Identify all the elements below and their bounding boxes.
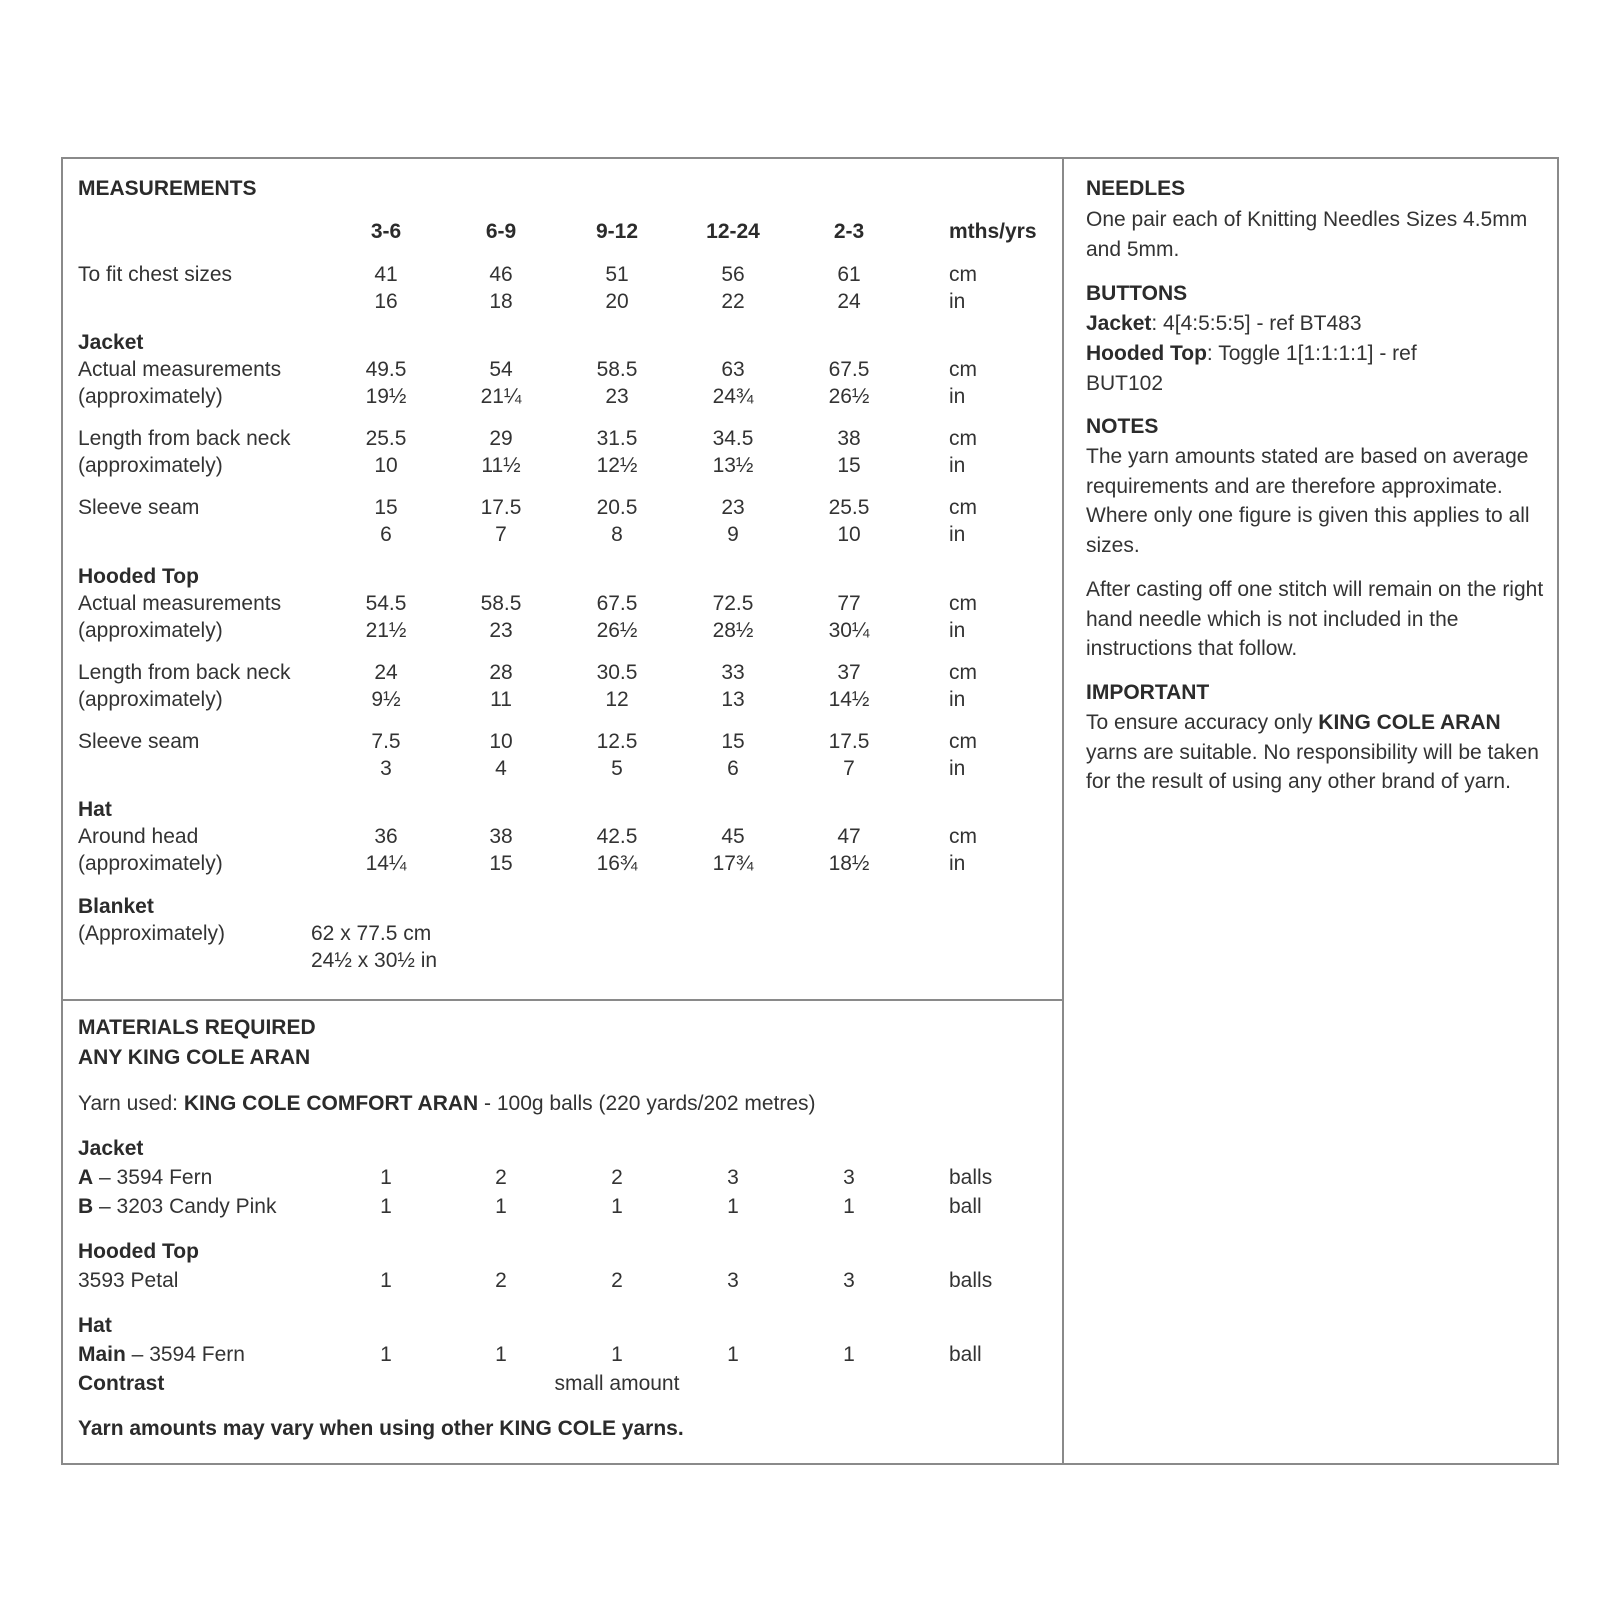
contrast-label: Contrast <box>78 1372 165 1395</box>
important-text <box>1086 708 1548 797</box>
text: Yarn used: <box>78 1092 184 1115</box>
measurement-label: Length from back neck <box>78 661 291 684</box>
unit-cm: cm <box>949 730 977 753</box>
value-cm: 58.5 <box>480 592 522 615</box>
measurement-label: (approximately) <box>78 454 223 477</box>
measurement-label: (approximately) <box>78 619 223 642</box>
value-in: 13 <box>721 688 745 711</box>
value-in: 4 <box>495 757 507 780</box>
size-header: 6-9 <box>485 220 517 243</box>
size-header: 9-12 <box>595 220 639 243</box>
ball-count: 1 <box>380 1195 392 1218</box>
value-in: 12 <box>605 688 629 711</box>
unit-cm: cm <box>949 592 977 615</box>
value-cm: 17.5 <box>828 730 870 753</box>
materials-heading: MATERIALS REQUIRED <box>78 1016 316 1039</box>
contrast-value: small amount <box>554 1372 680 1395</box>
value-cm: 28 <box>489 661 513 684</box>
value-cm: 67.5 <box>596 592 638 615</box>
value-cm: 24 <box>374 661 398 684</box>
materials-hat-heading: Hat <box>78 1314 112 1337</box>
value-cm: 36 <box>374 825 398 848</box>
value-cm: 46 <box>489 263 513 286</box>
value-cm: 41 <box>374 263 398 286</box>
value-in: 23 <box>489 619 513 642</box>
value-cm: 42.5 <box>596 825 638 848</box>
value-in: 21½ <box>365 619 407 642</box>
ball-unit: ball <box>949 1343 982 1366</box>
value-cm: 33 <box>721 661 745 684</box>
value-in: 18 <box>489 290 513 313</box>
value-cm: 23 <box>721 496 745 519</box>
ball-count: 1 <box>727 1195 739 1218</box>
hooded-heading: Hooded Top <box>78 565 199 588</box>
measurement-label: Sleeve seam <box>78 730 200 753</box>
needles-heading: NEEDLES <box>1086 177 1186 200</box>
value-in: 10 <box>837 523 861 546</box>
value-cm: 37 <box>837 661 861 684</box>
ball-count: 1 <box>611 1195 623 1218</box>
materials-footer-note: Yarn amounts may vary when using other KING COLE yarns. <box>78 1417 684 1440</box>
notes-paragraph-2 <box>1086 575 1546 664</box>
text: The yarn amounts stated are based on average requirements and are therefore approximate. Where only one figure is given this applies to all sizes. <box>1086 445 1530 557</box>
text: – 3594 Fern <box>93 1166 213 1189</box>
measurements-heading: MEASUREMENTS <box>78 177 257 200</box>
value-in: 16¾ <box>596 852 638 875</box>
value-cm: 54 <box>489 358 513 381</box>
unit-cm: cm <box>949 496 977 519</box>
value-in: 8 <box>611 523 623 546</box>
yarn-used <box>78 1091 816 1117</box>
text: yarns are suitable. No responsibility will be taken for the result of using any other brand of yarn. <box>1086 740 1539 793</box>
value-in: 16 <box>374 290 398 313</box>
blanket-in: 24½ x 30½ in <box>311 949 438 972</box>
bold-text: Main <box>78 1343 126 1366</box>
notes-paragraph-1 <box>1086 442 1546 560</box>
ball-count: 1 <box>611 1343 623 1366</box>
value-cm: 20.5 <box>596 496 638 519</box>
value-in: 9 <box>727 523 739 546</box>
unit-cm: cm <box>949 825 977 848</box>
blanket-cm: 62 x 77.5 cm <box>311 922 432 945</box>
needles-text <box>1086 205 1534 264</box>
unit-in: in <box>949 852 966 875</box>
ball-count: 1 <box>843 1195 855 1218</box>
ball-count: 2 <box>495 1269 507 1292</box>
measurement-label: To fit chest sizes <box>78 263 233 286</box>
bold-text: Hooded Top <box>1086 342 1207 365</box>
value-in: 14½ <box>828 688 870 711</box>
value-in: 26½ <box>828 385 870 408</box>
value-cm: 7.5 <box>371 730 401 753</box>
yarn-petal-label: 3593 Petal <box>78 1269 179 1292</box>
value-cm: 56 <box>721 263 745 286</box>
ball-count: 3 <box>727 1166 739 1189</box>
value-cm: 10 <box>489 730 513 753</box>
buttons-hooded <box>1086 339 1486 398</box>
bold-text: B <box>78 1195 94 1218</box>
measurement-label: Actual measurements <box>78 358 282 381</box>
value-cm: 25.5 <box>365 427 407 450</box>
unit-cm: cm <box>949 661 977 684</box>
blanket-heading: Blanket <box>78 895 154 918</box>
value-cm: 61 <box>837 263 861 286</box>
buttons-jacket <box>1086 309 1546 339</box>
value-in: 11½ <box>481 454 521 477</box>
value-cm: 54.5 <box>365 592 407 615</box>
text: To ensure accuracy only <box>1086 711 1319 734</box>
value-in: 6 <box>380 523 392 546</box>
text: - 100g balls (220 yards/202 metres) <box>478 1092 816 1115</box>
ball-count: 1 <box>495 1343 507 1366</box>
size-header: 12-24 <box>706 220 760 243</box>
text: – 3594 Fern <box>125 1343 245 1366</box>
value-cm: 67.5 <box>828 358 870 381</box>
value-in: 11 <box>490 688 512 711</box>
value-in: 26½ <box>596 619 638 642</box>
value-in: 9½ <box>371 688 401 711</box>
value-in: 20 <box>605 290 629 313</box>
value-in: 24 <box>837 290 861 313</box>
ball-count: 2 <box>611 1166 623 1189</box>
value-cm: 29 <box>489 427 513 450</box>
unit-in: in <box>949 757 966 780</box>
value-in: 18½ <box>828 852 870 875</box>
ball-unit: balls <box>949 1166 993 1189</box>
value-in: 13½ <box>712 454 754 477</box>
value-in: 3 <box>380 757 392 780</box>
value-cm: 49.5 <box>365 358 407 381</box>
value-in: 24¾ <box>712 385 754 408</box>
unit-cm: cm <box>949 358 977 381</box>
measurement-label: (approximately) <box>78 385 223 408</box>
ball-count: 2 <box>611 1269 623 1292</box>
blanket-label: (Approximately) <box>78 922 226 945</box>
yarn-main-label <box>78 1342 245 1368</box>
value-in: 14¼ <box>365 852 407 875</box>
measurement-label: Actual measurements <box>78 592 282 615</box>
ball-unit: balls <box>949 1269 993 1292</box>
value-cm: 77 <box>837 592 861 615</box>
unit-in: in <box>949 454 966 477</box>
buttons-heading: BUTTONS <box>1086 282 1188 305</box>
bold-text: KING COLE ARAN <box>1318 711 1501 734</box>
measurement-label: Sleeve seam <box>78 496 200 519</box>
measurement-label: Length from back neck <box>78 427 291 450</box>
value-in: 12½ <box>596 454 638 477</box>
text: : 4[4:5:5:5] - ref BT483 <box>1151 312 1362 335</box>
value-cm: 58.5 <box>596 358 638 381</box>
bold-text: A <box>78 1166 94 1189</box>
ball-count: 1 <box>495 1195 507 1218</box>
size-header: 2-3 <box>833 220 865 243</box>
value-cm: 12.5 <box>596 730 638 753</box>
ball-count: 1 <box>380 1343 392 1366</box>
value-cm: 38 <box>489 825 513 848</box>
value-in: 5 <box>611 757 623 780</box>
bold-text: Jacket <box>1086 312 1152 335</box>
measurement-label: (approximately) <box>78 852 223 875</box>
value-in: 10 <box>374 454 398 477</box>
value-in: 22 <box>721 290 745 313</box>
ball-count: 1 <box>380 1269 392 1292</box>
section-divider <box>61 999 1064 1001</box>
value-cm: 63 <box>721 358 745 381</box>
value-cm: 45 <box>721 825 745 848</box>
unit-in: in <box>949 619 966 642</box>
materials-jacket-heading: Jacket <box>78 1137 144 1160</box>
value-in: 17¾ <box>712 852 754 875</box>
value-cm: 15 <box>721 730 745 753</box>
size-header: 3-6 <box>370 220 402 243</box>
value-cm: 34.5 <box>712 427 754 450</box>
value-in: 30¼ <box>828 619 870 642</box>
yarn-b-label <box>78 1194 276 1220</box>
materials-hooded-heading: Hooded Top <box>78 1240 199 1263</box>
value-in: 6 <box>727 757 739 780</box>
yarn-a-label <box>78 1165 212 1191</box>
value-in: 15 <box>489 852 513 875</box>
ball-count: 1 <box>727 1343 739 1366</box>
unit-in: in <box>949 385 966 408</box>
ball-count: 3 <box>843 1166 855 1189</box>
measurement-label: Around head <box>78 825 199 848</box>
value-cm: 30.5 <box>596 661 638 684</box>
bold-text: KING COLE COMFORT ARAN <box>183 1092 479 1115</box>
value-cm: 17.5 <box>480 496 522 519</box>
ball-count: 3 <box>843 1269 855 1292</box>
hat-heading: Hat <box>78 798 112 821</box>
value-cm: 51 <box>605 263 629 286</box>
ball-count: 1 <box>843 1343 855 1366</box>
ball-count: 1 <box>380 1166 392 1189</box>
notes-heading: NOTES <box>1086 415 1159 438</box>
unit-in: in <box>949 688 966 711</box>
materials-subheading: ANY KING COLE ARAN <box>78 1046 311 1069</box>
value-cm: 31.5 <box>596 427 638 450</box>
column-divider <box>1062 157 1064 1465</box>
ball-count: 3 <box>727 1269 739 1292</box>
unit-in: in <box>949 523 966 546</box>
value-cm: 15 <box>374 496 398 519</box>
value-cm: 72.5 <box>712 592 754 615</box>
value-cm: 38 <box>837 427 861 450</box>
text: – 3203 Candy Pink <box>93 1195 277 1218</box>
important-heading: IMPORTANT <box>1086 681 1210 704</box>
unit-in: in <box>949 290 966 313</box>
unit-cm: cm <box>949 263 977 286</box>
text: : Toggle 1[1:1:1:1] - ref BUT102 <box>1086 342 1417 395</box>
text: One pair each of Knitting Needles Sizes 4.5mm and 5mm. <box>1086 208 1528 261</box>
text: After casting off one stitch will remain on the right hand needle which is not included in the instructions that follow. <box>1086 578 1544 660</box>
jacket-heading: Jacket <box>78 331 144 354</box>
value-in: 7 <box>843 757 855 780</box>
measurement-label: (approximately) <box>78 688 223 711</box>
ball-count: 2 <box>495 1166 507 1189</box>
value-in: 7 <box>495 523 507 546</box>
value-cm: 25.5 <box>828 496 870 519</box>
sizes-unit: mths/yrs <box>949 220 1037 243</box>
value-in: 19½ <box>365 385 407 408</box>
value-in: 15 <box>837 454 861 477</box>
value-cm: 47 <box>837 825 861 848</box>
value-in: 28½ <box>712 619 754 642</box>
unit-cm: cm <box>949 427 977 450</box>
value-in: 23 <box>605 385 629 408</box>
ball-unit: ball <box>949 1195 982 1218</box>
value-in: 21¼ <box>480 385 522 408</box>
